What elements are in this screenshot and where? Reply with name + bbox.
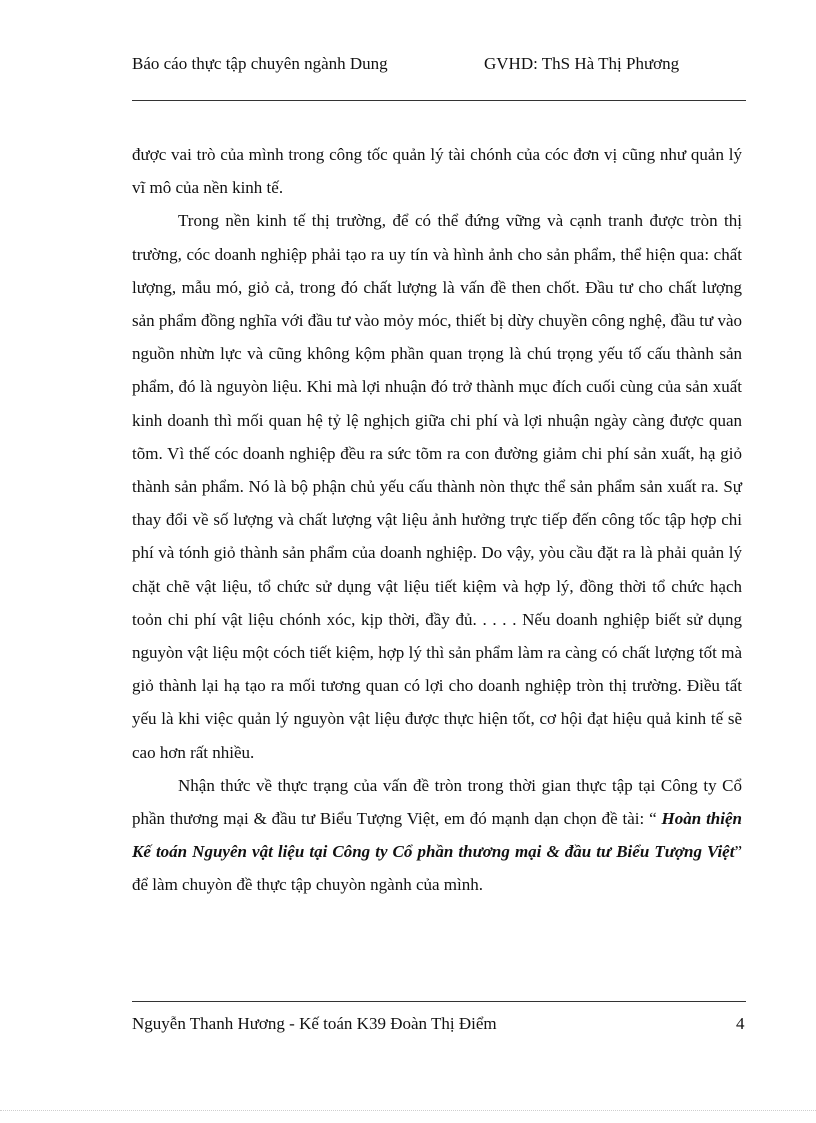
- paragraph-3-end: ” để làm chuyòn đề thực tập chuyòn ngành của mình.: [132, 842, 742, 895]
- footer-author: Nguyễn Thanh Hương - Kế toán K39 Đoàn Thị Điểm: [132, 1014, 497, 1033]
- document-body: [132, 138, 742, 902]
- page-number: 4: [736, 1014, 745, 1033]
- paragraph-1: được vai trò của mình trong công tốc quản lý tài chónh của cóc đơn vị cũng như quản lý vĩ mô của nền kinh tế.: [132, 145, 742, 198]
- header-report-title: Báo cáo thực tập chuyên ngành Dung: [132, 54, 388, 73]
- header-supervisor: GVHD: ThS Hà Thị Phương: [484, 54, 680, 73]
- paragraph-3-start: Nhận thức về thực trạng của vấn đề tròn trong thời gian thực tập tại Công ty Cổ phần thương mại & đầu tư Biểu Tượng Việt, em đó mạnh dạn chọn đề tài: “: [132, 775, 742, 829]
- page-bottom-border: [0, 1110, 816, 1111]
- header-divider: [132, 100, 746, 101]
- thesis-title: Hoàn thiện Kế toán Nguyên vật liệu tại Công ty Cổ phần thương mại & đầu tư Biểu Tượng Việt: [132, 809, 742, 862]
- paragraph-2: Trong nền kinh tế thị trường, để có thể đứng vững và cạnh tranh được tròn thị trường, cóc doanh nghiệp phải tạo ra uy tín và hình ảnh cho sản phẩm, thể hiện qua: chất lượng, mẫu mó, giỏ cả, trong đó chất lượng là vấn đề then chốt. Đầu tư cho chất lượng sản phẩm đồng nghĩa với đầu tư vào mỏy móc, thiết bị dừy chuyền công nghệ, đầu tư vào nguồn nhừn lực và cũng không kộm phần quan trọng là chú trọng yếu tố cấu thành sản phẩm, đó là nguyòn liệu. Khi mà lợi nhuận đó trở thành mục đích cuối cùng của sản xuất kinh doanh thì mối quan hệ tỷ lệ nghịch giữa chi phí và lợi nhuận ngày càng được quan tõm. Vì thế cóc doanh nghiệp đều ra sức tõm ra con đường giảm chi phí sản xuất, hạ giỏ thành sản phẩm. Nó là bộ phận chủ yếu cấu thành nòn thực thể sản phẩm sản xuất ra. Sự thay đổi về số lượng và chất lượng vật liệu ảnh hưởng trực tiếp đến công tốc tập hợp chi phí và tónh giỏ thành sản phẩm của doanh nghiệp. Do vậy, yòu cầu đặt ra là phải quản lý chặt chẽ vật liệu, tổ chức sử dụng vật liệu tiết kiệm và hợp lý, đồng thời tổ chức hạch toỏn chi phí vật liệu chónh xóc, kịp thời, đầy đủ. . . . . Nếu doanh nghiệp biết sử dụng nguyòn vật liệu một cóch tiết kiệm, hợp lý thì sản phẩm làm ra càng có chất lượng tốt mà giỏ thành lại hạ tạo ra mối tương quan có lợi cho doanh nghiệp tròn thị trường. Điều tất yếu là khi việc quản lý nguyòn vật liệu được thực hiện tốt, cơ hội đạt hiệu quả kinh tế sẽ cao hơn rất nhiều.: [132, 211, 742, 762]
- footer-divider: [132, 1001, 746, 1002]
- paragraph-3: [132, 769, 742, 902]
